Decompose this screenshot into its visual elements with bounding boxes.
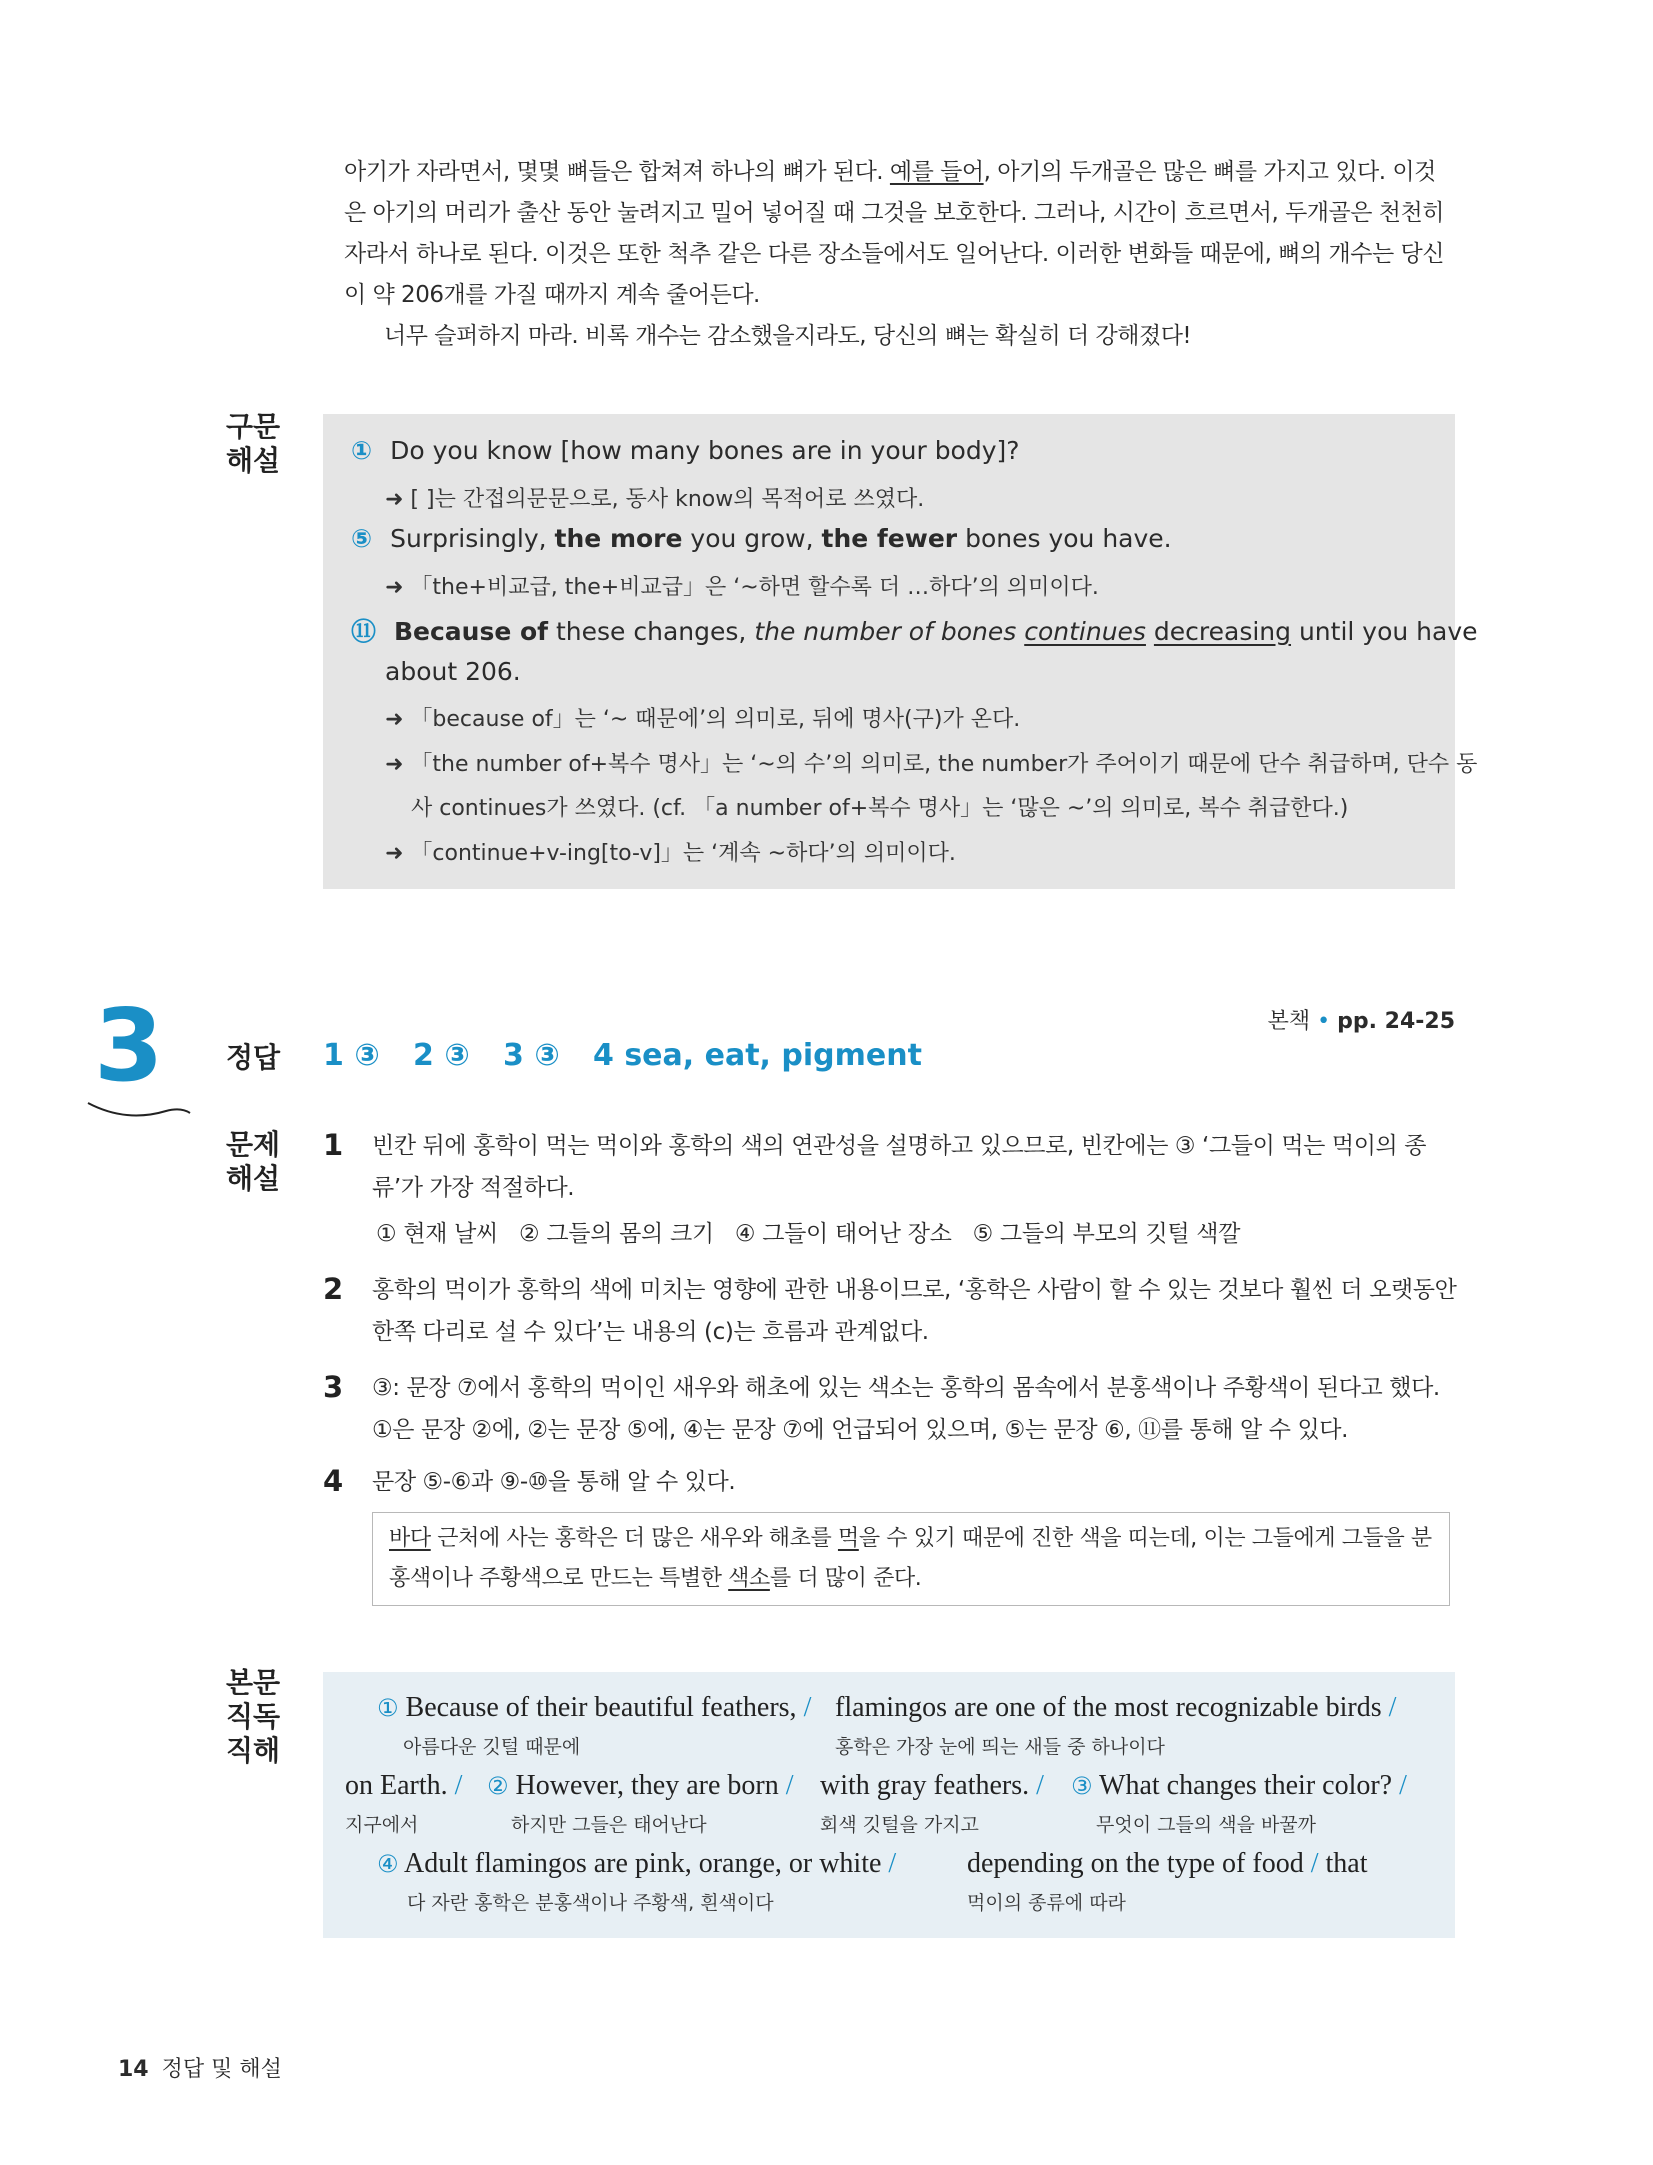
answer-4: 4 sea, eat, pigment [593,1038,922,1073]
grammar-note-11b-cont: 사 continues가 쓰였다. (cf. 「a number of+복수 명사」는 ‘많은 ~’의 의미로, 복수 취급한다.) [411,796,1349,821]
sentence-3-korean: 무엇이 그들의 색을 바꿀까 [1096,1814,1317,1836]
answer-2: 2 ③ [413,1038,470,1073]
question-3-number: 3 [323,1370,344,1404]
sentence-1-part-a: ① Because of their beautiful feathers, / [377,1692,812,1723]
question-1-explanation: 빈칸 뒤에 홍학이 먹는 먹이와 홍학의 색의 연관성을 설명하고 있으므로, 빈칸에는 ③ ‘그들이 먹는 먹이의 종류’가 가장 적절하다. [372,1133,1427,1201]
summary-box [372,1512,1450,1606]
explanation-label: 문제 해설 [226,1128,281,1195]
translation-paragraph [344,152,1464,357]
grammar-box [323,414,1478,889]
sentence-1-part-a-korean: 아름다운 깃털 때문에 [403,1736,581,1758]
question-4-number: 4 [323,1464,344,1498]
sentence-4-part-b-korean: 먹이의 종류에 따라 [967,1892,1126,1914]
sentence-4-part-b: depending on the type of food / that [967,1848,1368,1879]
page-number: 14 [118,2057,149,2082]
question-3-explanation: ③: 문장 ⑦에서 홍학의 먹이인 새우와 해초에 있는 색소는 홍학의 몸속에서 분홍색이나 주황색이 된다고 했다. ①은 문장 ②에, ②는 문장 ⑤에, ④는 문장 ⑦에 언급되어 있으며, ⑤는 문장 ⑥, ⑪를 통해 알 수 있다. [372,1375,1440,1443]
sentence-1-part-c-korean: 지구에서 [345,1814,419,1836]
grammar-item-11-line-2: about 206. [385,657,521,686]
translation-line-1: 아기가 자라면서, 몇몇 뼈들은 합쳐져 하나의 뼈가 된다. 예를 들어, 아기의 두개골은 많은 뼈를 가지고 있다. 이것 [344,159,1436,185]
answer-1: 1 ③ [323,1038,380,1073]
page-reference: 본책 • pp. 24-25 [1267,1009,1455,1034]
question-2-explanation: 홍학의 먹이가 홍학의 색에 미치는 영향에 관한 내용이므로, ‘홍학은 사람이 할 수 있는 것보다 훨씬 더 오랫동안 한쪽 다리로 설 수 있다’는 내용의 (c)는 흐름과 관계없다. [372,1277,1457,1345]
grammar-note-11a: ➜ 「because of」는 ‘~ 때문에’의 의미로, 뒤에 명사(구)가 온다. [385,707,1021,732]
answer-3: 3 ③ [503,1038,560,1073]
grammar-label: 구문 해설 [226,410,281,477]
reading-box [323,1672,1455,1938]
sentence-1-part-b: flamingos are one of the most recognizable birds / [835,1692,1397,1723]
grammar-note-11c: ➜ 「continue+v-ing[to-v]」는 ‘계속 ~하다’의 의미이다. [385,841,956,866]
sentence-2-part-a: ② However, they are born / [487,1770,794,1801]
question-4-explanation: 문장 ⑤-⑥과 ⑨-⑩을 통해 알 수 있다. [372,1469,736,1495]
translation-line-4: 이 약 206개를 가질 때까지 계속 줄어든다. [344,282,760,308]
sentence-2-part-a-korean: 하지만 그들은 태어난다 [511,1814,707,1836]
wave-decoration-icon [86,1097,196,1127]
answer-label: 정답 [226,1041,281,1074]
grammar-item-11: ⑪ Because of these changes, the number of bones continues decreasing until you have [351,617,1478,646]
sentence-4-part-a-korean: 다 자란 홍학은 분홍색이나 주황색, 흰색이다 [407,1892,774,1914]
grammar-item-5: ⑤ Surprisingly, the more you grow, the fewer bones you have. [351,524,1172,553]
sentence-2-part-b-korean: 회색 깃털을 가지고 [820,1814,979,1836]
page-footer [118,2052,282,2083]
section-number-3: 3 [86,1005,196,1125]
question-1-number: 1 [323,1128,344,1162]
translation-line-2: 은 아기의 머리가 출산 동안 눌려지고 밀어 넣어질 때 그것을 보호한다. 그러나, 시간이 흐르면서, 두개골은 천천히 [344,200,1444,226]
question-2-number: 2 [323,1272,344,1306]
book-section: 정답 및 해설 [161,2057,282,2082]
sentence-1-part-c: on Earth. / [345,1770,463,1801]
sentence-2-part-b: with gray feathers. / [820,1770,1044,1801]
translation-line-5: 너무 슬퍼하지 마라. 비록 개수는 감소했을지라도, 당신의 뼈는 확실히 더 강해졌다! [384,323,1192,349]
grammar-item-1: ① Do you know [how many bones are in your body]? [351,436,1020,465]
grammar-note-11b: ➜ 「the number of+복수 명사」는 ‘~의 수’의 의미로, the number가 주어이기 때문에 단수 취급하며, 단수 동 [385,752,1478,777]
grammar-note-1: ➜ [ ]는 간접의문문으로, 동사 know의 목적어로 쓰였다. [385,487,925,512]
underlined-phrase: 예를 들어 [889,159,984,185]
grammar-note-5: ➜ 「the+비교급, the+비교급」은 ‘~하면 할수록 더 …하다’의 의미이다. [385,575,1099,600]
translation-line-3: 자라서 하나로 된다. 이것은 또한 척추 같은 다른 장소들에서도 일어난다. 이러한 변화들 때문에, 뼈의 개수는 당신 [344,241,1444,267]
sentence-3: ③ What changes their color? / [1071,1770,1407,1801]
sentence-1-part-b-korean: 홍학은 가장 눈에 띄는 새들 중 하나이다 [835,1736,1165,1758]
reading-label: 본문 직독 직해 [226,1666,281,1767]
sentence-4-part-a: ④ Adult flamingos are pink, orange, or white / [377,1848,897,1879]
summary-text: 바다 근처에 사는 홍학은 더 많은 새우와 해초를 먹을 수 있기 때문에 진한 색을 띠는데, 이는 그들에게 그들을 분홍색이나 주황색으로 만드는 특별한 색소를 더 많이 준다. [389,1526,1432,1591]
question-1-options: ① 현재 날씨 ② 그들의 몸의 크기 ④ 그들이 태어난 장소 ⑤ 그들의 부모의 깃털 색깔 [376,1221,1241,1247]
